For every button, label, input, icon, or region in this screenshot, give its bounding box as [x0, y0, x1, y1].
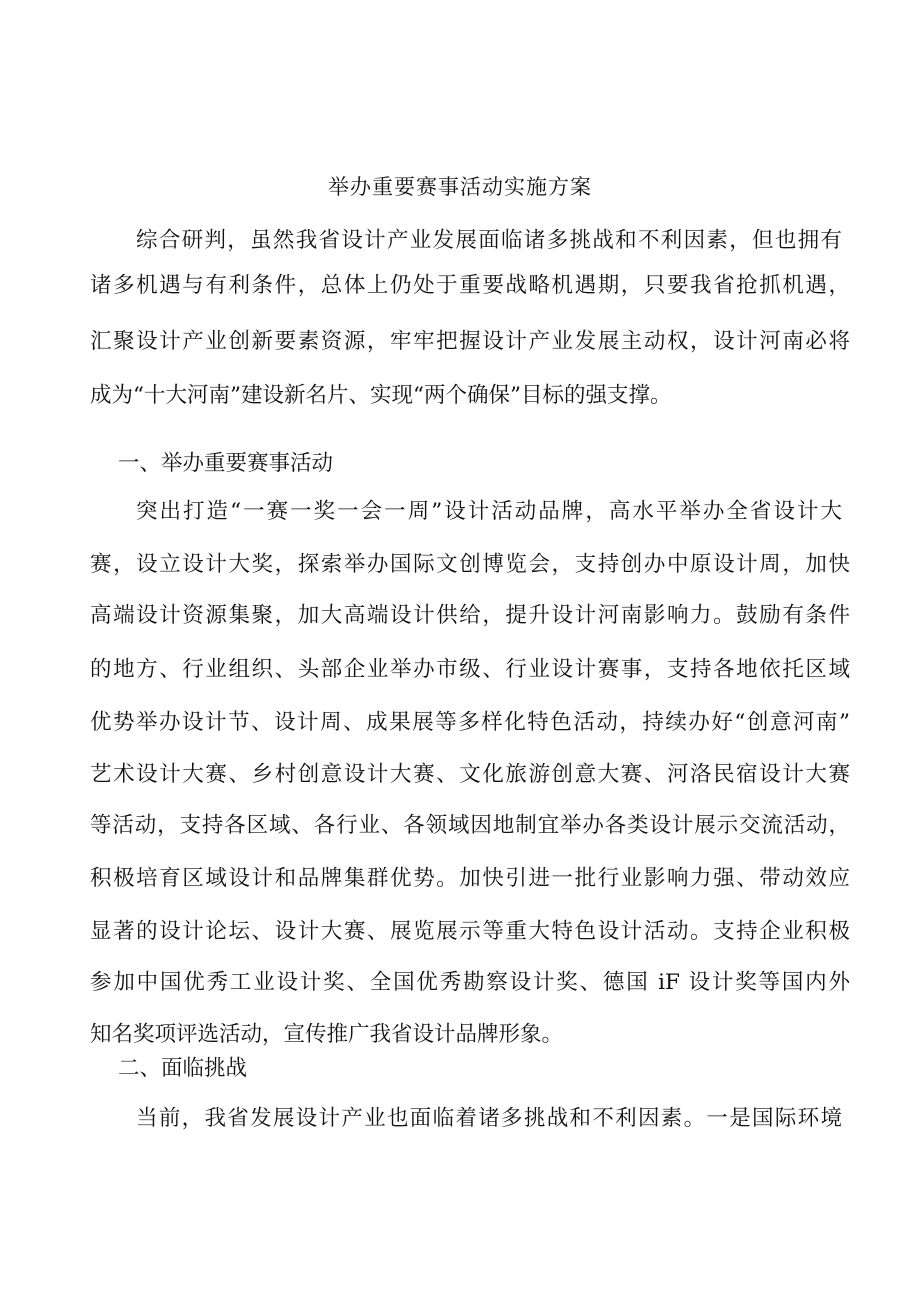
paragraph-2-line-11: 知名奖项评选活动，宣传推广我省设计品牌形象。	[90, 1022, 564, 1047]
document-title: 举办重要赛事活动实施方案	[328, 175, 592, 199]
paragraph-2-line-9: 显著的设计论坛、设计大赛、展览展示等重大特色设计活动。支持企业积极	[90, 919, 850, 944]
paragraph-1-line-1: 综合研判，虽然我省设计产业发展面临诸多挑战和不利因素，但也拥有	[136, 228, 842, 253]
paragraph-2-line-4: 的地方、行业组织、头部企业举办市级、行业设计赛事，支持各地依托区域	[90, 657, 850, 682]
paragraph-1-line-4: 成为“十大河南”建设新名片、实现“两个确保”目标的强支撑。	[90, 383, 672, 408]
paragraph-2-line-5: 优势举办设计节、设计周、成果展等多样化特色活动，持续办好“创意河南”	[90, 710, 850, 735]
paragraph-1-line-3: 汇聚设计产业创新要素资源，牢牢把握设计产业发展主动权，设计河南必将	[90, 329, 850, 354]
section-1-heading: 一、举办重要赛事活动	[118, 451, 334, 476]
paragraph-2-line-2: 赛，设立设计大奖，探索举办国际文创博览会，支持创办中原设计周，加快	[90, 552, 850, 577]
paragraph-2-line-1: 突出打造“一赛一奖一会一周”设计活动品牌，高水平举办全省设计大	[136, 499, 842, 524]
paragraph-2-line-10: 参加中国优秀工业设计奖、全国优秀勘察设计奖、德国 iF 设计奖等国内外	[90, 970, 850, 995]
paragraph-2-line-3: 高端设计资源集聚，加大高端设计供给，提升设计河南影响力。鼓励有条件	[90, 603, 850, 628]
paragraph-3-line-1: 当前，我省发展设计产业也面临着诸多挑战和不利因素。一是国际环境	[136, 1106, 842, 1131]
paragraph-2-line-8: 积极培育区域设计和品牌集群优势。加快引进一批行业影响力强、带动效应	[90, 866, 850, 891]
paragraph-2-line-6: 艺术设计大赛、乡村创意设计大赛、文化旅游创意大赛、河洛民宿设计大赛	[90, 762, 850, 787]
paragraph-1-line-2: 诸多机遇与有利条件，总体上仍处于重要战略机遇期，只要我省抢抓机遇，	[90, 273, 850, 298]
section-2-heading: 二、面临挑战	[118, 1056, 248, 1081]
paragraph-2-line-7: 等活动，支持各区域、各行业、各领域因地制宜举办各类设计展示交流活动，	[90, 813, 850, 838]
